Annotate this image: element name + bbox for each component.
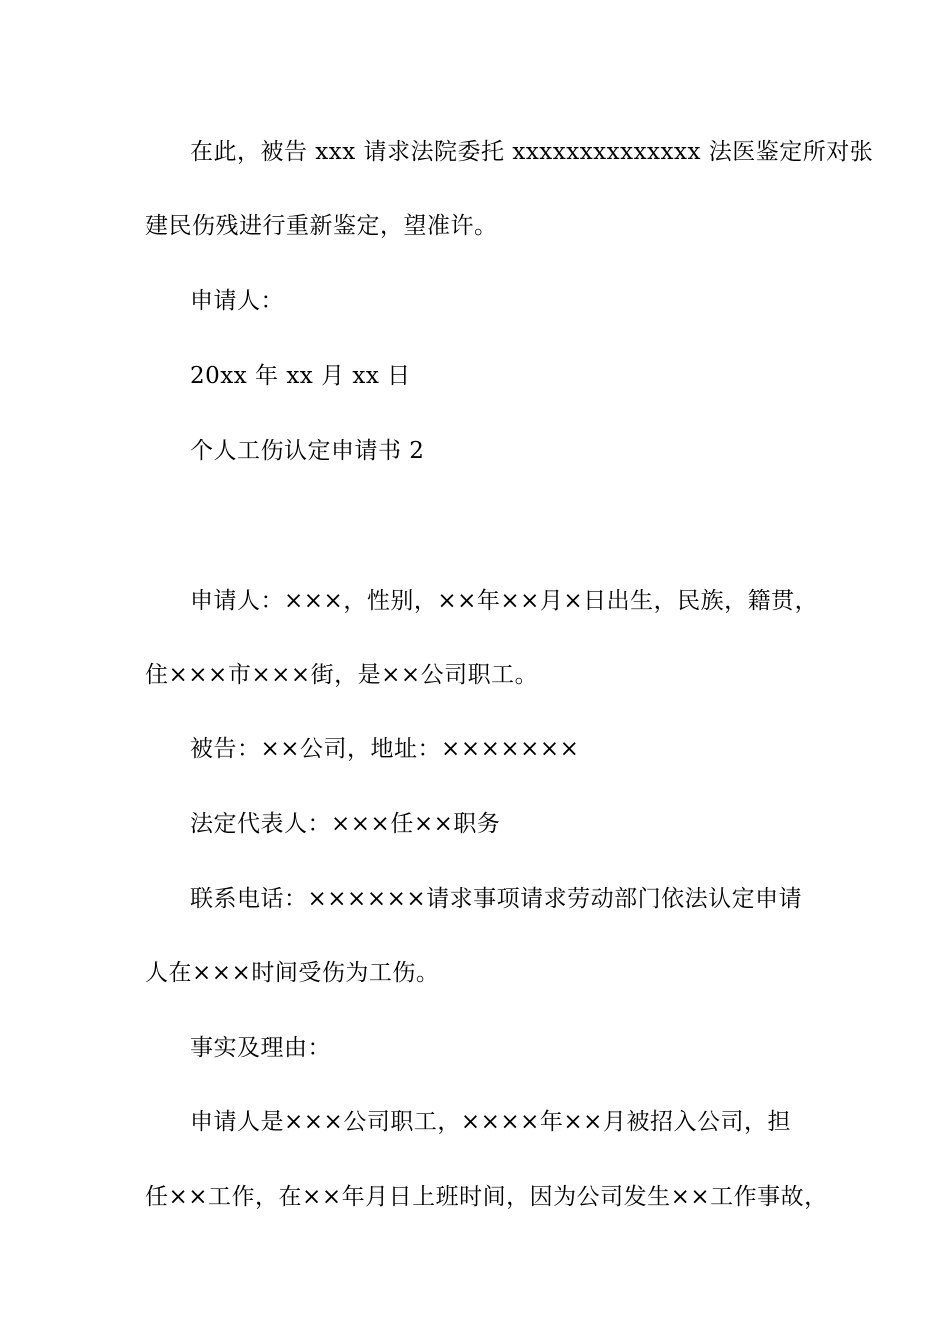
para-legal-rep: 法定代表人：×××任××职务 (190, 811, 501, 837)
document-title: 个人工伤认定申请书 2 (190, 438, 425, 464)
facts-heading: 事实及理由： (190, 1035, 331, 1061)
para-facts-line-2: 任××工作，在××年月日上班时间，因为公司发生××工作事故， (145, 1184, 828, 1210)
para-request-reappraisal-line-1: 在此，被告 xxx 请求法院委托 xxxxxxxxxxxxxx 法医鉴定所对张 (190, 139, 874, 165)
date-line: 20xx 年 xx 月 xx 日 (190, 363, 411, 389)
para-applicant-info-line-1: 申请人：×××，性别，××年××月×日出生，民族，籍贯， (190, 588, 819, 614)
para-applicant-info-line-2: 住×××市×××街，是××公司职工。 (145, 662, 539, 688)
para-defendant: 被告：××公司，地址：××××××× (190, 736, 580, 762)
applicant-signature: 申请人： (190, 288, 284, 314)
para-request-reappraisal-line-2: 建民伤残进行重新鉴定，望准许。 (145, 213, 498, 239)
para-contact-request-line-1: 联系电话：××××××请求事项请求劳动部门依法认定申请 (190, 886, 803, 912)
para-contact-request-line-2: 人在×××时间受伤为工伤。 (145, 960, 440, 986)
para-facts-line-1: 申请人是×××公司职工，××××年××月被招入公司，担 (190, 1109, 791, 1135)
